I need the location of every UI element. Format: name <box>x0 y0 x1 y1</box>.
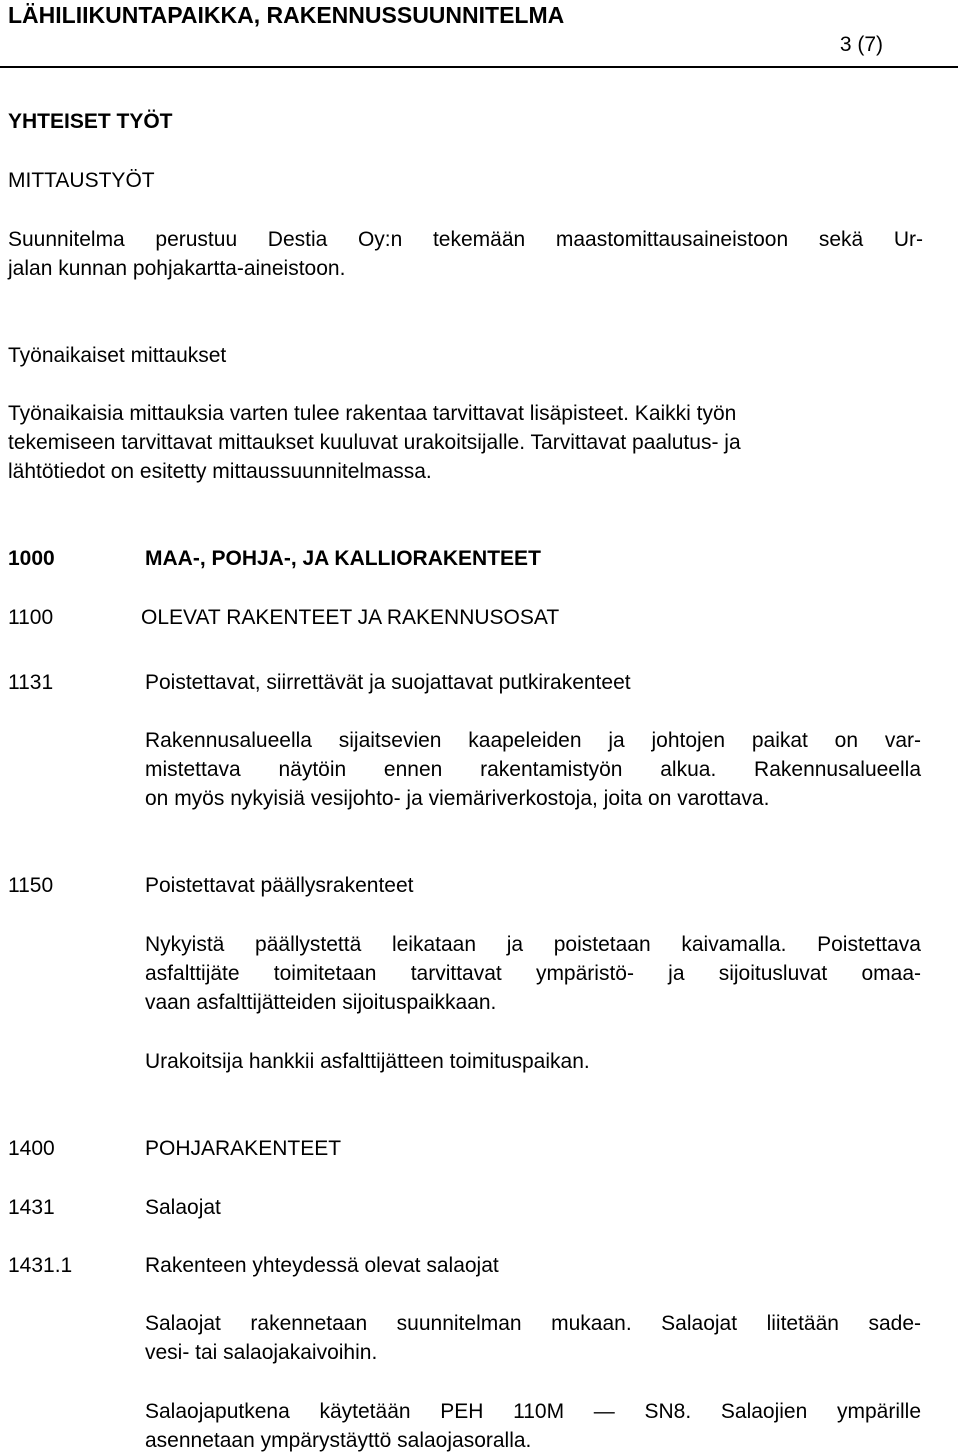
item-1131-line-1: Rakennusalueella sijaitsevien kaapeleiden ja johtojen paikat on var- <box>145 729 921 752</box>
item-1400-title: POHJARAKENTEET <box>145 1137 342 1160</box>
intro-line-2: jalan kunnan pohjakartta-aineistoon. <box>8 257 346 280</box>
item-1150-line-1: Nykyistä päällystettä leikataan ja poistetaan kaivamalla. Poistettava <box>145 933 921 956</box>
section-subheading: MITTAUSTYÖT <box>8 169 155 192</box>
item-1131-title: Poistettavat, siirrettävät ja suojattavat putkirakenteet <box>145 671 631 694</box>
item-1431-title: Salaojat <box>145 1196 221 1219</box>
item-1131-line-3: on myös nykyisiä vesijohto- ja viemäriverkostoja, joita on varottava. <box>145 787 770 810</box>
header-divider <box>0 66 958 68</box>
item-1431-number: 1431 <box>8 1196 55 1219</box>
item-1431-1-line-2: vesi- tai salaojakaivoihin. <box>145 1341 378 1364</box>
work-measurements-line-1: Työnaikaisia mittauksia varten tulee rakentaa tarvittavat lisäpisteet. Kaikki työn <box>8 402 737 425</box>
item-1431-1-body-2-line-1: Salaojaputkena käytetään PEH 110M — SN8. Salaojien ympärille <box>145 1400 921 1423</box>
item-1000-title: MAA-, POHJA-, JA KALLIORAKENTEET <box>145 547 541 570</box>
item-1431-1-body-2-line-2: asennetaan ympärystäyttö salaojasoralla. <box>145 1429 532 1452</box>
item-1150-line-2: asfalttijäte toimitetaan tarvittavat ympäristö- ja sijoitusluvat omaa- <box>145 962 921 985</box>
item-1400-number: 1400 <box>8 1137 55 1160</box>
item-1431-1-body <box>145 1309 921 1367</box>
item-1431-1-number: 1431.1 <box>8 1254 73 1277</box>
item-1150-body <box>145 930 921 1017</box>
intro-paragraph <box>8 225 923 283</box>
work-measurements-line-2: tekemiseen tarvittavat mittaukset kuuluvat urakoitsijalle. Tarvittavat paalutus- ja <box>8 431 741 454</box>
item-1131-body <box>145 726 921 813</box>
document-title: LÄHILIIKUNTAPAIKKA, RAKENNUSSUUNNITELMA <box>8 2 565 28</box>
item-1131-line-2: mistettava näytöin ennen rakentamistyön alkua. Rakennusalueella <box>145 758 921 781</box>
intro-line-1: Suunnitelma perustuu Destia Oy:n tekemään maastomittausaineistoon sekä Ur- <box>8 228 923 251</box>
section-heading: YHTEISET TYÖT <box>8 110 173 133</box>
work-measurements-title: Työnaikaiset mittaukset <box>8 344 227 367</box>
item-1150-number: 1150 <box>8 874 54 897</box>
work-measurements-paragraph <box>8 399 898 486</box>
item-1431-1-title: Rakenteen yhteydessä olevat salaojat <box>145 1254 499 1277</box>
item-1431-1-body-2 <box>145 1397 921 1455</box>
item-1100-title: OLEVAT RAKENTEET JA RAKENNUSOSAT <box>141 606 560 629</box>
item-1000-number: 1000 <box>8 547 55 570</box>
item-1431-1-line-1: Salaojat rakennetaan suunnitelman mukaan. Salaojat liitetään sade- <box>145 1312 921 1335</box>
item-1150-body-2: Urakoitsija hankkii asfalttijätteen toimituspaikan. <box>145 1050 590 1073</box>
item-1150-title: Poistettavat päällysrakenteet <box>145 874 414 897</box>
page-number: 3 (7) <box>839 33 883 56</box>
item-1100-number: 1100 <box>8 606 54 629</box>
item-1131-number: 1131 <box>8 671 54 694</box>
work-measurements-line-3: lähtötiedot on esitetty mittaussuunnitelmassa. <box>8 460 432 483</box>
item-1150-line-3: vaan asfalttijätteiden sijoituspaikkaan. <box>145 991 497 1014</box>
